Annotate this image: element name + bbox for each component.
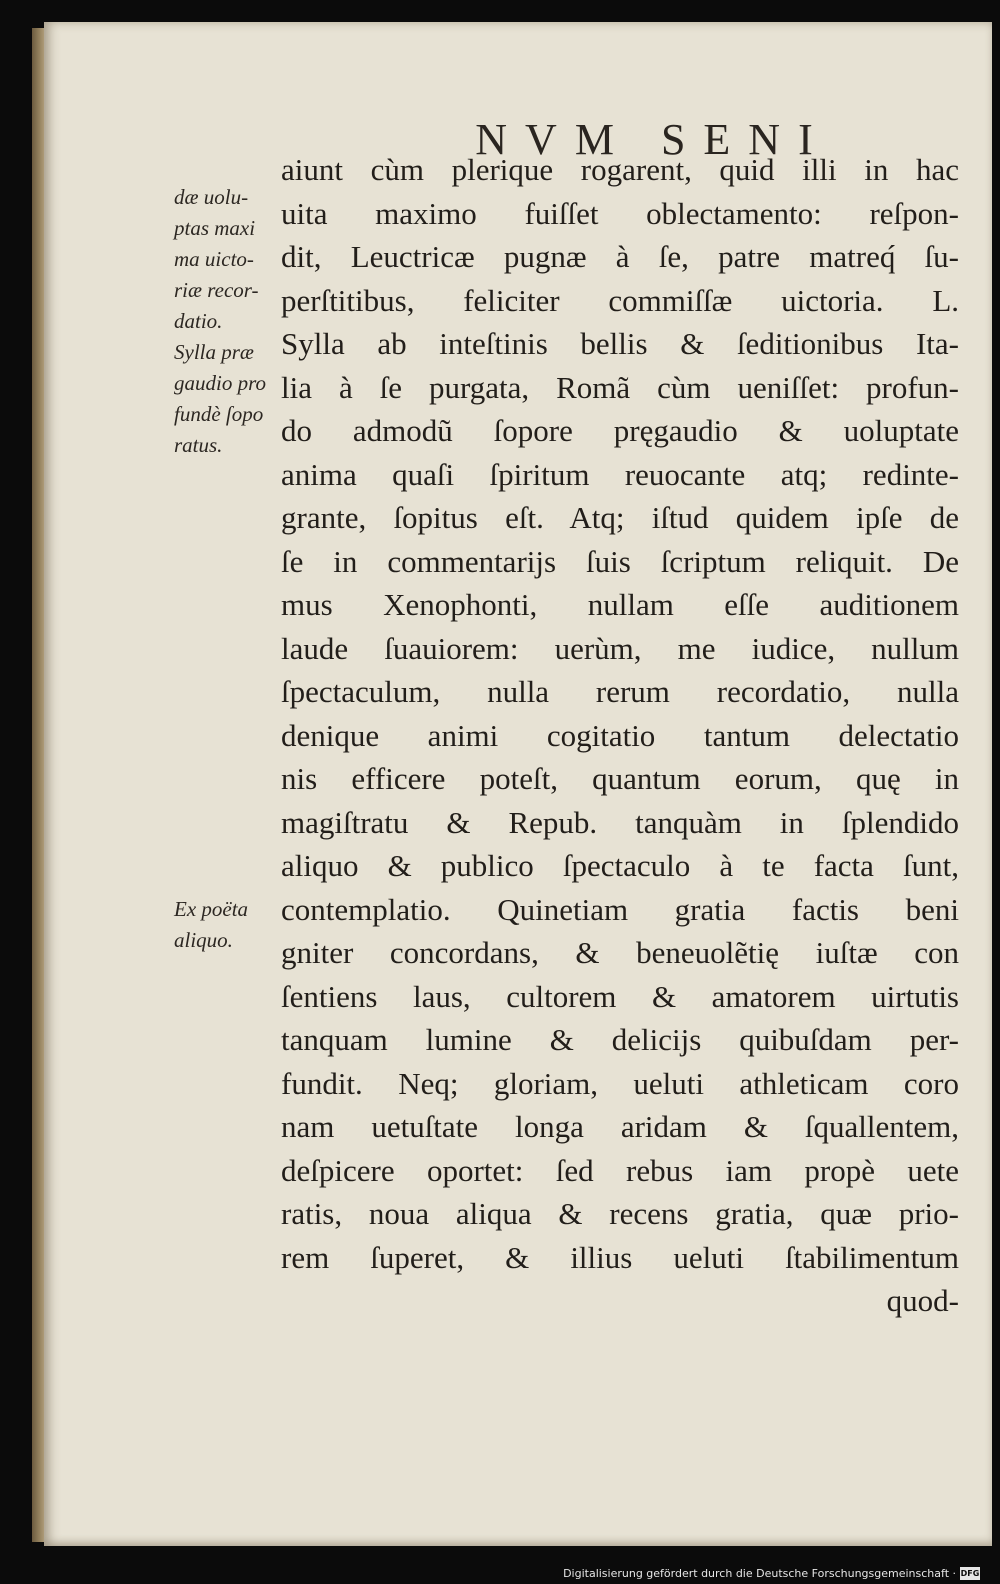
text-line: perſtitibus, feliciter commiſſæ uictoria. L.	[281, 282, 959, 318]
margin-note-line: ptas maxi	[174, 216, 256, 240]
text-line: uita maximo fuiſſet oblectamento: reſpon-	[281, 195, 959, 231]
margin-note-line: ma uicto-	[174, 247, 254, 271]
text-line: Sylla ab inteſtinis bellis & ſeditionibus Ita-	[281, 326, 959, 361]
margin-note-line: gaudio pro	[174, 371, 266, 395]
text-line: gniter concordans, & beneuolẽtię iuſtæ con	[281, 935, 959, 970]
text-line: denique animi cogitatio tantum delectatio	[281, 717, 959, 753]
margin-note-line: riæ recor-	[174, 278, 259, 302]
text-line: lia à ſe purgata, Romã cùm ueniſſet: profun-	[281, 369, 959, 405]
text-line: tanquam lumine & delicijs quibuſdam per-	[281, 1022, 959, 1057]
margin-note-line: Sylla præ	[174, 340, 254, 364]
text-line: deſpicere oportet: ſed rebus iam propè uete	[281, 1152, 959, 1188]
text-line: grante, ſopitus eſt. Atq; iſtud quidem ipſe de	[281, 500, 959, 535]
text-line: mus Xenophonti, nullam eſſe auditionem	[281, 587, 959, 622]
text-line: nis efficere poteſt, quantum eorum, quę in	[281, 761, 959, 796]
margin-note-line: aliquo.	[174, 928, 233, 952]
text-line: rem ſuperet, & illius ueluti ſtabilimentum	[281, 1239, 959, 1275]
margin-note-line: datio.	[174, 309, 223, 333]
text-line: magiſtratu & Repub. tanquàm in ſplendido	[281, 804, 959, 840]
text-line: laude ſuauiorem: uerùm, me iudice, nullum	[281, 630, 959, 666]
text-line: ſpectaculum, nulla rerum recordatio, nulla	[281, 674, 959, 709]
text-line: dit, Leuctricæ pugnæ à ſe, patre matreq́ ſu-	[281, 239, 959, 274]
running-head: NVM SENI	[475, 115, 831, 164]
margin-note-line: dæ uolu-	[174, 185, 249, 209]
text-line: contemplatio. Quinetiam gratia factis beni	[281, 891, 959, 927]
text-line: aliquo & publico ſpectaculo à te facta ſunt,	[281, 848, 959, 883]
digitization-credit: Digitalisierung gefördert durch die Deutsche Forschungsgemeinschaft ·	[563, 1567, 956, 1580]
margin-note-sylla	[174, 182, 266, 461]
margin-note-line: fundè ſopo	[174, 402, 264, 426]
text-line: do admodũ ſopore pręgaudio & uoluptate	[281, 413, 959, 448]
text-line: ſe in commentarijs ſuis ſcriptum reliquit. De	[281, 543, 959, 579]
margin-note-line: ratus.	[174, 433, 223, 457]
text-line: aiunt cùm plerique rogarent, quid illi in hac	[281, 152, 959, 187]
text-line: ſentiens laus, cultorem & amatorem uirtutis	[281, 978, 959, 1014]
margin-note-poeta	[174, 894, 248, 956]
text-line: fundit. Neq; gloriam, ueluti athleticam coro	[281, 1065, 959, 1101]
text-line: ratis, noua aliqua & recens gratia, quæ prio-	[281, 1196, 959, 1231]
margin-note-line: Ex poëta	[174, 897, 249, 921]
catchword: quod-	[886, 1283, 959, 1318]
text-line: anima quaſi ſpiritum reuocante atq; redinte-	[281, 456, 959, 492]
body-text-block	[281, 148, 959, 1323]
dfg-logo-icon: DFG	[960, 1569, 980, 1578]
text-line: nam uetuſtate longa aridam & ſquallentem,	[281, 1109, 959, 1144]
